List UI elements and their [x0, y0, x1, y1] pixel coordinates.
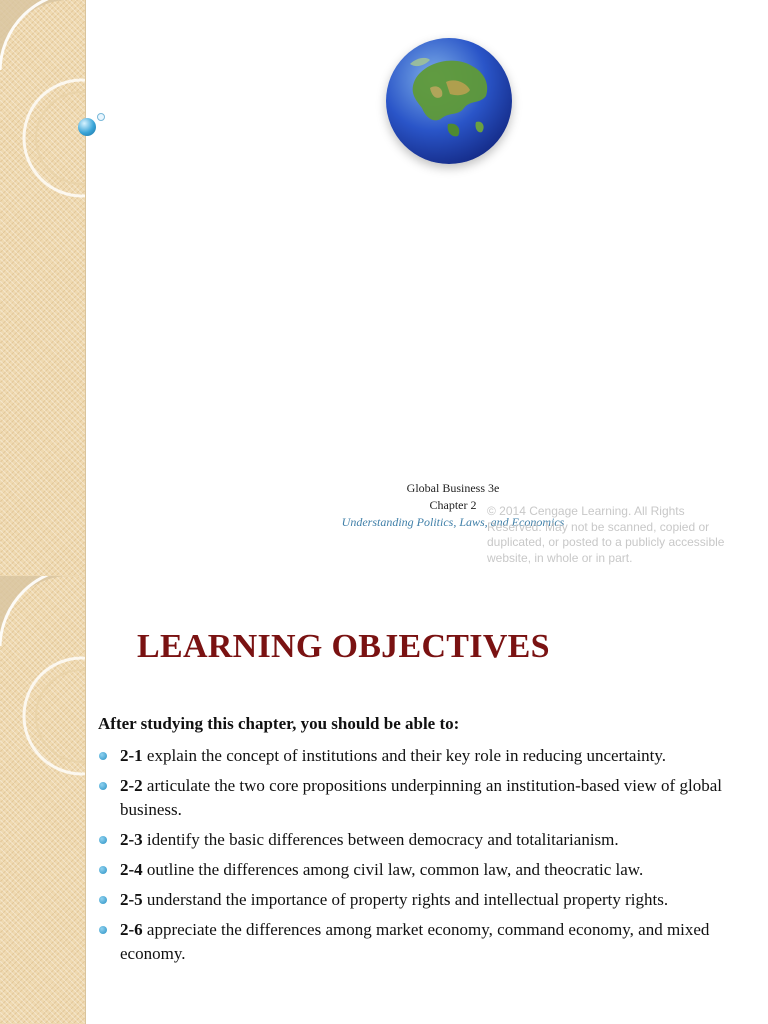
objective-text: explain the concept of institutions and their key role in reducing uncertainty. [142, 746, 667, 765]
list-item [98, 828, 763, 852]
objective-number: 2-1 [120, 746, 143, 765]
copyright-notice: © 2014 Cengage Learning. All Rights Reserved. May not be scanned, copied or duplicated, or posted to a publicly accessible website, in whole or in part. [487, 504, 725, 565]
learning-objectives-slide [0, 576, 768, 1024]
bullet-icon [99, 896, 107, 904]
objective-text: identify the basic differences between democracy and totalitarianism. [142, 830, 619, 849]
list-item [98, 744, 763, 768]
blue-dot-icon [78, 118, 96, 136]
list-item [98, 918, 763, 966]
objective-number: 2-4 [120, 860, 143, 879]
objective-number: 2-2 [120, 776, 143, 795]
objective-text: articulate the two core propositions underpinning an institution-based view of global business. [120, 776, 722, 819]
objective-number: 2-6 [120, 920, 143, 939]
bullet-icon [99, 782, 107, 790]
list-item [98, 858, 763, 882]
objective-text: outline the differences among civil law, common law, and theocratic law. [142, 860, 644, 879]
slide-heading: LEARNING OBJECTIVES [137, 628, 550, 665]
decorative-side-stripe [0, 0, 86, 576]
objectives-list [98, 744, 763, 972]
chapter-subtitle: Understanding Politics, Laws, and Economics [341, 515, 565, 529]
bullet-icon [99, 866, 107, 874]
bullet-icon [99, 926, 107, 934]
objective-number: 2-3 [120, 830, 143, 849]
list-item [98, 888, 763, 912]
book-title: Global Business 3e [406, 481, 500, 495]
small-dot-icon [97, 113, 105, 121]
objective-number: 2-5 [120, 890, 143, 909]
decorative-side-stripe [0, 576, 86, 1024]
chapter-number: Chapter 2 [429, 498, 477, 512]
objective-text: appreciate the differences among market economy, command economy, and mixed economy. [120, 920, 710, 963]
globe-icon [386, 38, 512, 164]
bullet-icon [99, 836, 107, 844]
objective-text: understand the importance of property rights and intellectual property rights. [142, 890, 669, 909]
intro-text: After studying this chapter, you should be able to: [98, 714, 460, 733]
bullet-icon [99, 752, 107, 760]
list-item [98, 774, 763, 822]
